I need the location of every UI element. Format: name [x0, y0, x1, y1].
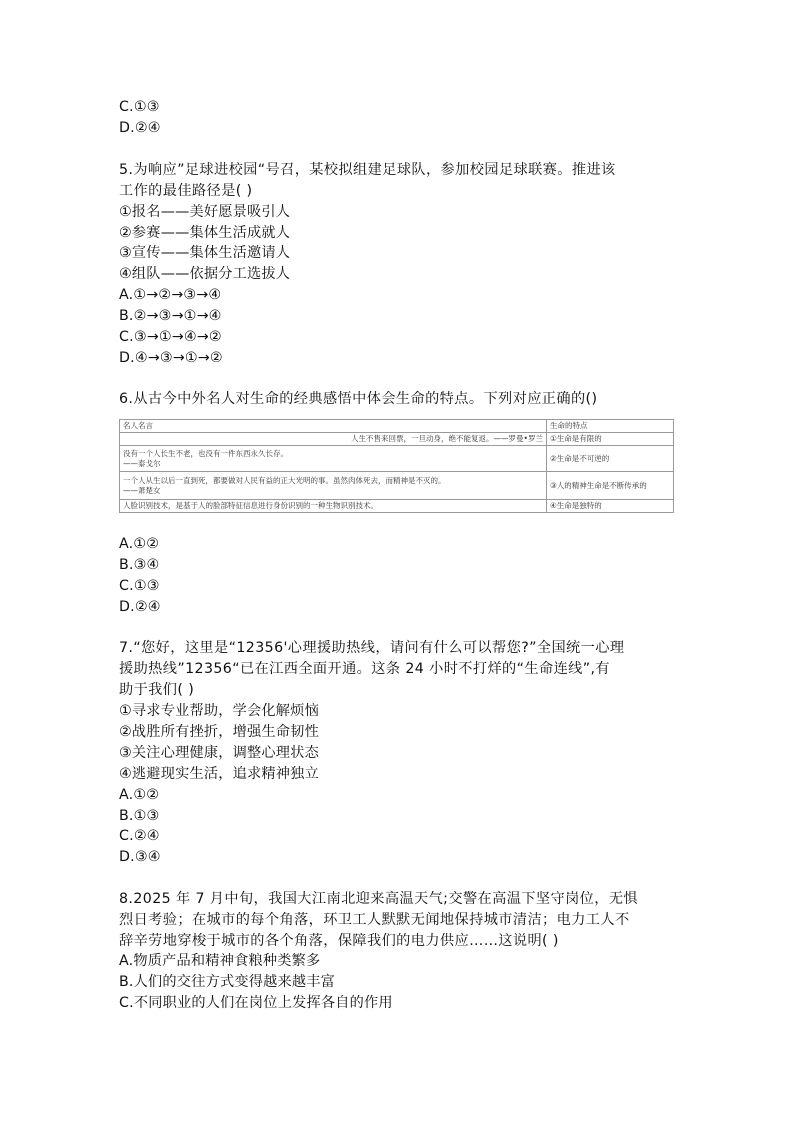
q5-option-b: B.②→③→①→④ — [119, 308, 222, 324]
trait-cell: ③人的精神生命是不断传承的 — [547, 472, 674, 500]
q7-item-3: ③关注心理健康，调整心理状态 — [119, 745, 319, 761]
q8-option-a: A.物质产品和精神食粮种类繁多 — [119, 953, 321, 969]
q6-option-a: A.①② — [119, 536, 160, 552]
table-row — [120, 446, 674, 472]
q7-option-c: C.②④ — [119, 828, 160, 844]
q8-option-b: B.人们的交往方式变得越来越丰富 — [119, 974, 336, 990]
trait-cell: ①生命是有限的 — [547, 433, 674, 446]
table-header-row — [120, 420, 674, 433]
q7-stem-line-1: 7.“您好，这里是“12356'心理援助热线，请问有什么可以帮您?”全国统一心理 — [119, 640, 625, 656]
q8-option-c: C.不同职业的人们在岗位上发挥各自的作用 — [119, 995, 393, 1011]
quote-author: ——泰戈尔 — [123, 458, 161, 468]
q6-option-d: D.②④ — [119, 599, 161, 615]
trait-cell: ②生命是不可逆的 — [547, 446, 674, 472]
quote-text: 没有一个人长生不老，也没有一件东西永久长存。 — [123, 448, 288, 458]
q5-item-2: ②参赛——集体生活成就人 — [119, 225, 291, 241]
quote-cell — [120, 446, 547, 472]
q7-option-d: D.③④ — [119, 849, 161, 865]
table-header-trait: 生命的特点 — [547, 420, 674, 433]
q7-option-a: A.①② — [119, 787, 160, 803]
q7-item-4: ④逃避现实生活，追求精神独立 — [119, 766, 319, 782]
q5-option-a: A.①→②→③→④ — [119, 287, 222, 303]
q5-stem-line-1: 5.为响应”足球进校园“号召，某校拟组建足球队，参加校园足球联赛。推进该 — [119, 162, 616, 178]
quote-text: 一个人从生以后一直到死，都要做对人民有益的正大光明的事。虽然肉体死去，而精神是不灭的。 — [123, 475, 446, 485]
quote-cell: 人生不售来回票，一旦动身，绝不能复返。——罗曼•罗兰 — [120, 433, 547, 446]
q5-option-c: C.③→①→④→② — [119, 329, 222, 345]
quote-cell: 人脸识别技术，是基于人的脸部特征信息进行身份识别的一种生物识别技术。 — [120, 500, 547, 513]
q5-option-d: D.④→③→①→② — [119, 350, 223, 366]
q7-stem-line-3: 助于我们( ) — [119, 682, 195, 698]
table-row — [120, 500, 674, 513]
trait-cell: ④生命是独特的 — [547, 500, 674, 513]
q4-option-d: D.②④ — [119, 120, 161, 136]
quote-cell — [120, 472, 547, 500]
q8-stem-line-2: 烈日考验；在城市的每个角落，环卫工人默默无闻地保持城市清洁；电力工人不 — [119, 912, 630, 928]
quote-author: ——萧楚女 — [123, 485, 161, 495]
quotes-table — [119, 419, 674, 513]
q6-option-b: B.③④ — [119, 557, 160, 573]
q8-stem-line-3: 辞辛劳地穿梭于城市的各个角落，保障我们的电力供应……这说明( ) — [119, 933, 559, 949]
q4-option-c: C.①③ — [119, 99, 160, 115]
q8-stem-line-1: 8.2025 年 7 月中旬，我国大江南北迎来高温天气;交警在高温下坚守岗位，无惧 — [119, 891, 639, 907]
table-header-quote: 名人名言 — [120, 420, 547, 433]
q7-stem-line-2: 援助热线”12356“已在江西全面开通。这条 24 小时不打烊的“生命连线”,有 — [119, 661, 610, 677]
q5-item-3: ③宣传——集体生活邀请人 — [119, 245, 291, 261]
table-row — [120, 472, 674, 500]
q5-stem-line-2: 工作的最佳路径是( ) — [119, 183, 253, 199]
q6-stem: 6.从古今中外名人对生命的经典感悟中体会生命的特点。下列对应正确的() — [119, 391, 598, 407]
q7-item-1: ①寻求专业帮助，学会化解烦恼 — [119, 703, 319, 719]
q5-item-4: ④组队——依据分工选拔人 — [119, 266, 291, 282]
q7-option-b: B.①③ — [119, 808, 160, 824]
table-row — [120, 433, 674, 446]
q5-item-1: ①报名——美好愿景吸引人 — [119, 204, 291, 220]
q7-item-2: ②战胜所有挫折，增强生命韧性 — [119, 724, 319, 740]
q6-option-c: C.①③ — [119, 578, 160, 594]
